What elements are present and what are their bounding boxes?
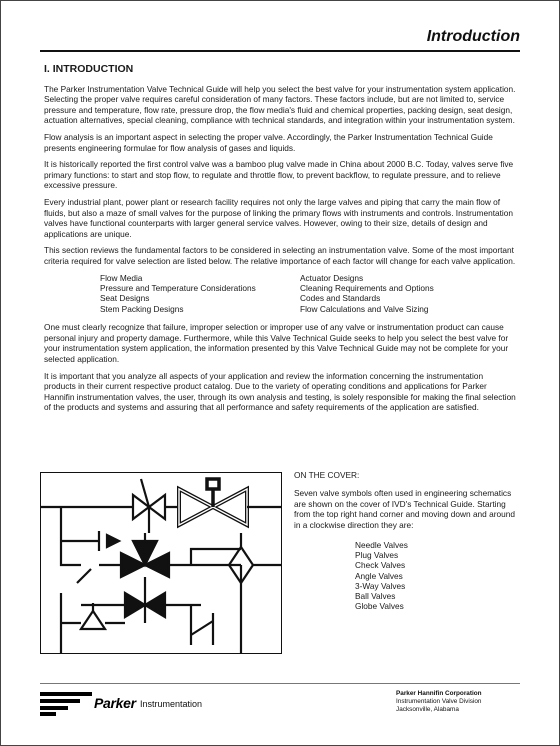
factor-item: Codes and Standards	[300, 293, 381, 304]
logo-subtitle: Instrumentation	[140, 699, 203, 709]
factor-item: Flow Calculations and Valve Sizing	[300, 303, 429, 314]
section-heading: I. INTRODUCTION	[44, 63, 134, 75]
valve-type-item: Angle Valves	[355, 570, 403, 581]
cover-paragraph: Seven valve symbols often used in engineering schematics are shown on the cover of IVD's Technical Guide. Starting from the top right hand corner and moving down and around in a clockwise direction they are:	[294, 488, 515, 530]
factor-item: Seat Designs	[100, 293, 150, 304]
company-name: Parker Hannifin Corporation	[396, 690, 482, 697]
company-location: Jacksonville, Alabama	[396, 706, 459, 713]
factor-item: Actuator Designs	[300, 272, 364, 283]
paragraph-2: Flow analysis is an important aspect in selecting the proper valve. Accordingly, the Parker Instrumentation Technical Guide presents engineering formulae for flow analysis of gases and liquids.	[44, 131, 493, 153]
paragraph-6: One must clearly recognize that failure, improper selection or improper use of any valve or instrumentation product can cause personal injury and property damage. Furthermore, while this Valve Technical Guide seeks to help you select the best valve for your instrumentation system application, the information presented by this Valve Technical Guide may not be complete for your selected application.	[44, 322, 509, 364]
company-info	[396, 690, 482, 714]
factor-item: Stem Packing Designs	[100, 303, 184, 314]
valve-type-item: 3-Way Valves	[355, 580, 406, 591]
parker-logo-icon	[40, 692, 92, 716]
footer-rule	[40, 683, 520, 684]
cover-description	[294, 470, 520, 611]
valve-type-item: Ball Valves	[355, 591, 396, 602]
paragraph-4: Every industrial plant, power plant or research facility requires not only the large valves and piping that carry the main flow of fluids, but also a maze of small valves for the purpose of linking the primary flows with instruments and controls. Instrumentation valves have functional counterparts with larger general service valves. However, owing to their size, details of design and applications are unique.	[44, 196, 513, 239]
paragraph-5: This section reviews the fundamental factors to be considered in selecting an instrumentation valve. Some of the most important criteria required for valve selection are listed below. The relative importance of each factor will change for each valve application.	[44, 245, 516, 266]
selection-factors-list	[100, 273, 516, 315]
cover-heading: ON THE COVER:	[294, 470, 360, 480]
paragraph-1: The Parker Instrumentation Valve Technical Guide will help you select the best valve for your instrumentation system application. Selecting the proper valve requires careful consideration of many factors. These factors include, but are not limited to, service pressure and temperature, flow rate, pressure drop, the flow media's fluid and chemical properties, packing design, seat design, actuation alternatives, special cleaning, compliance with technical standards, and integration within your instrumentation system.	[44, 83, 516, 126]
main-content	[44, 64, 516, 419]
valve-symbols-diagram	[41, 473, 281, 653]
valve-types-list	[355, 540, 520, 611]
factor-item: Pressure and Temperature Considerations	[100, 282, 256, 293]
valve-symbols-figure	[40, 472, 282, 654]
factor-item: Flow Media	[100, 272, 143, 283]
valve-type-item: Globe Valves	[355, 601, 404, 612]
paragraph-7: It is important that you analyze all aspects of your application and review the information concerning the instrumentation products in their current respective product catalog. Due to the variety of operating conditions and applications for Parker Hannifin instrumentation valves, the user, through its own analysis and testing, is solely responsible for making the final selection of the products and systems and assuring that all performance and safety requirements of the application are satisfied.	[44, 370, 516, 413]
logo-wordmark: Parker	[94, 695, 136, 711]
paragraph-3: It is historically reported the first control valve was a bamboo plug valve made in China about 2000 B.C. Today, valves serve five primary functions: to start and stop flow, to regulate and throttle flow, to prevent backflow, to regulate pressure, and to relieve excessive pressure.	[44, 159, 514, 191]
valve-type-item: Needle Valves	[355, 540, 408, 551]
page-header-title: Introduction	[426, 28, 520, 45]
factors-left-column	[100, 273, 300, 315]
cover-section	[40, 470, 520, 660]
factor-item: Cleaning Requirements and Options	[300, 282, 434, 293]
parker-logo	[40, 692, 203, 716]
header-rule	[40, 50, 520, 52]
valve-type-item: Plug Valves	[355, 550, 399, 561]
valve-type-item: Check Valves	[355, 560, 406, 571]
company-division: Instrumentation Valve Division	[396, 698, 482, 705]
factors-right-column	[300, 273, 500, 315]
